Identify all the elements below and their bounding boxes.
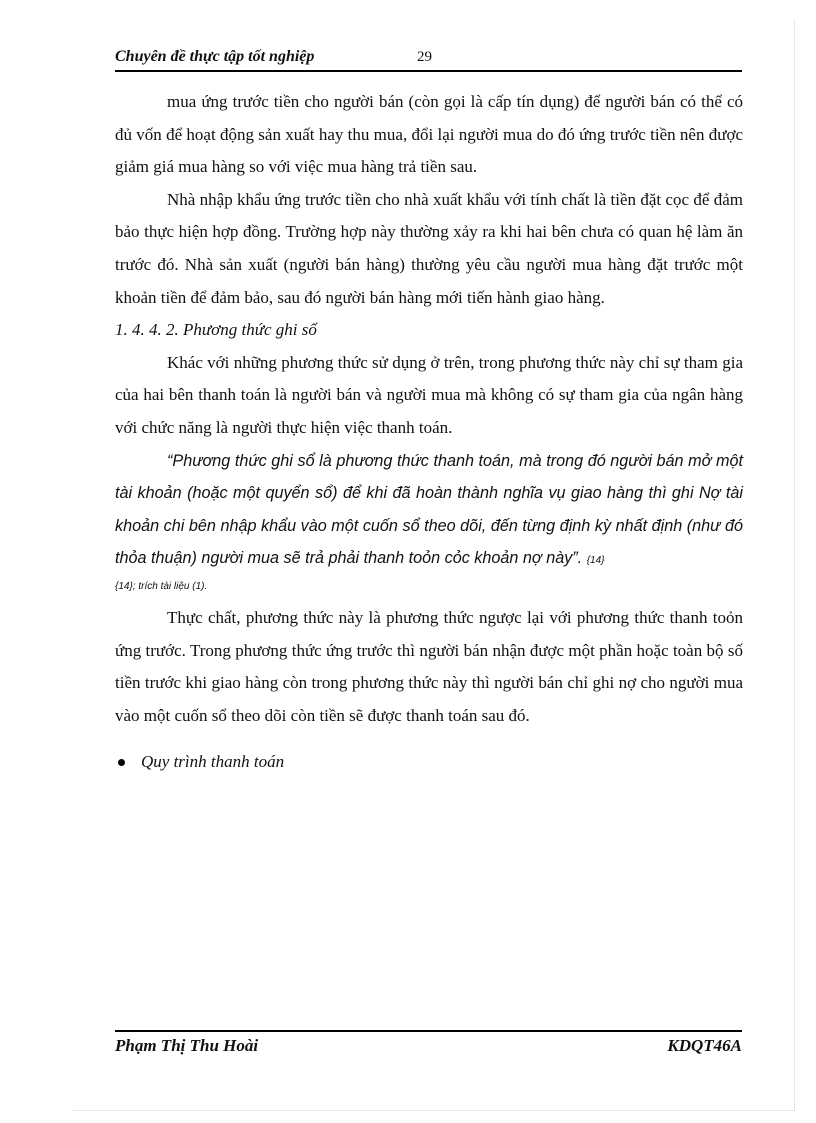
paragraph-3: Khác với những phương thức sử dụng ở trên, trong phương thức này chỉ sự tham gia của hai bên thanh toán là người bán và người mua mà không có sự tham gia của ngân hàng với chức năng là người thực hiện việc thanh toán.: [115, 352, 743, 437]
document-body: [115, 86, 743, 779]
bullet-item: [115, 746, 743, 779]
quotation-citation: {14}: [586, 555, 605, 567]
reference-note: {14}; trích tài liệu (1).: [115, 580, 208, 592]
quotation: [115, 445, 743, 578]
page-header: [115, 46, 742, 72]
section-heading: 1. 4. 4. 2. Phương thức ghi sổ: [115, 320, 317, 340]
footer-author: Phạm Thị Thu Hoài: [115, 1036, 259, 1055]
page-number: 29: [417, 49, 432, 65]
footer-class-code: KDQT46A: [667, 1036, 742, 1055]
paragraph-4: Thực chất, phương thức này là phương thức ngược lại với phương thức thanh toỏn ứng trước. Trong phương thức ứng trước thì người bán nhận được một phần hoặc toàn bộ số tiền trước khi giao hàng còn trong phương thức này thì người bán chỉ ghi nợ cho người mua vào một cuốn sổ theo dõi còn tiền sẽ được thanh toán sau đó.: [115, 607, 743, 725]
bullet-text: Quy trình thanh toán: [141, 752, 285, 772]
paragraph-2: Nhà nhập khẩu ứng trước tiền cho nhà xuất khẩu với tính chất là tiền đặt cọc để đảm bảo thực hiện hợp đồng. Trường hợp này thường xảy ra khi hai bên chưa có quan hệ làm ăn trước đó. Nhà sản xuất (người bán hàng) thường yêu cầu người mua hàng đặt trước một khoản tiền để đảm bảo, sau đó người bán hàng mới tiến hành giao hàng.: [115, 189, 743, 307]
footer-divider: [115, 1030, 742, 1032]
paragraph-1: mua ứng trước tiền cho người bán (còn gọi là cấp tín dụng) để người bán có thể có đủ vốn để hoạt động sản xuất hay thu mua, đổi lại người mua do đó ứng trước tiền nên được giảm giá mua hàng so với việc mua hàng trả tiền sau.: [115, 92, 743, 177]
header-title: Chuyên đề thực tập tốt nghiệp: [115, 48, 315, 65]
bullet-icon: [118, 759, 125, 766]
quotation-text: “Phương thức ghi sổ là phương thức thanh toán, mà trong đó người bán mở một tài khoản (hoặc một quyển sổ) để khi đã hoàn thành nghĩa vụ giao hàng thì ghi Nợ tài khoản chi bên nhập khẩu vào một cuốn sổ theo dõi, đến từng định kỳ nhất định (như đó thỏa thuận) người mua sẽ trả phải thanh toỏn cỏc khoản nợ này”.: [115, 451, 743, 568]
